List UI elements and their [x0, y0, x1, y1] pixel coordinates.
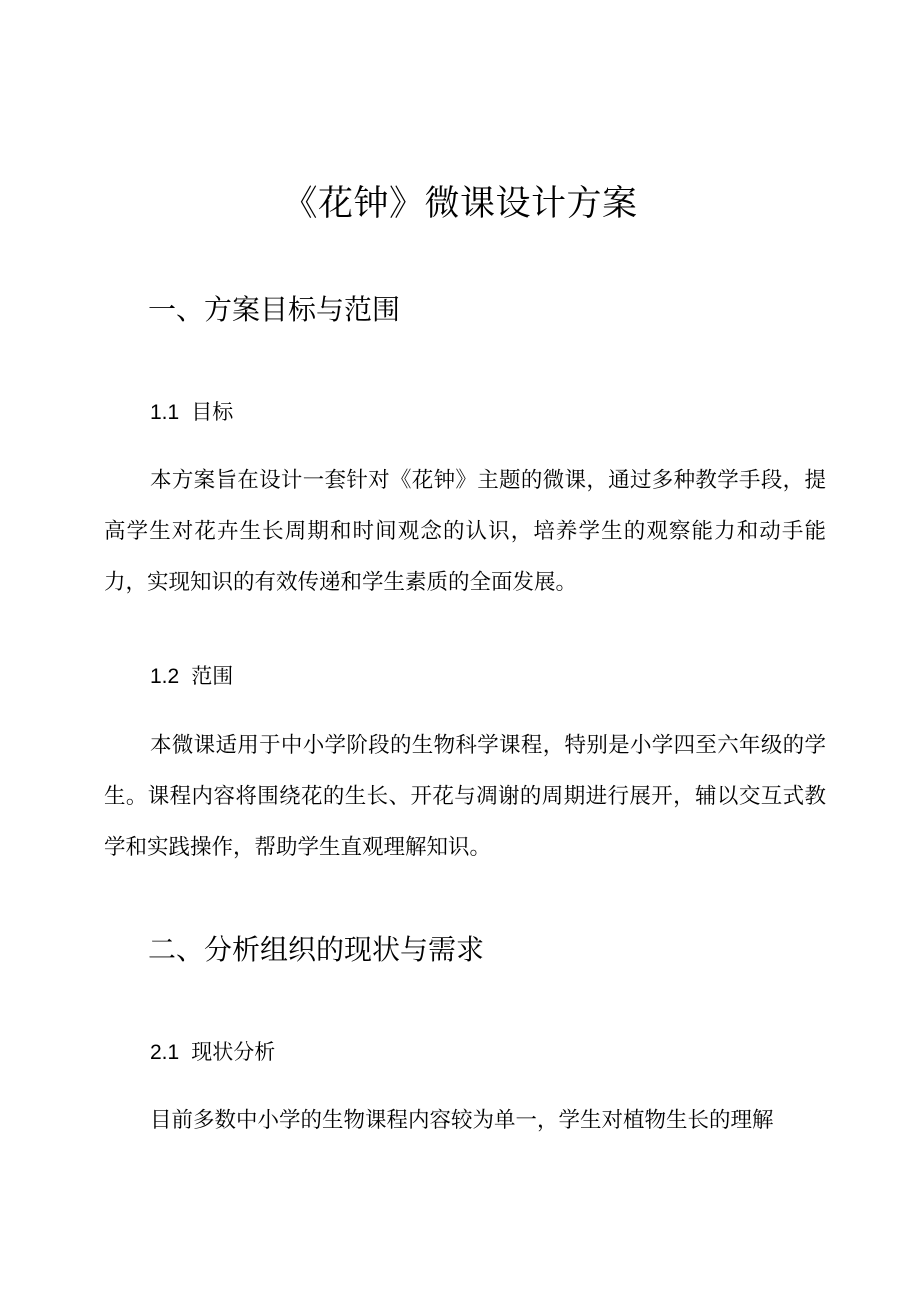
subsection-heading-1-1 [150, 396, 233, 429]
subsection-number: 1.1 [150, 401, 180, 424]
subsection-label: 目标 [191, 400, 234, 424]
subsection-label: 现状分析 [191, 1040, 276, 1064]
section-heading-2: 二、分析组织的现状与需求 [148, 933, 485, 966]
paragraph-goal: 本方案旨在设计一套针对《花钟》主题的微课，通过多种教学手段，提高学生对花卉生长周期和时间观念的认识，培养学生的观察能力和动手能力，实现知识的有效传递和学生素质的全面发展。 [104, 468, 826, 595]
subsection-label: 范围 [191, 664, 234, 688]
subsection-heading-2-1 [150, 1036, 275, 1069]
subsection-heading-1-2 [150, 660, 233, 693]
subsection-number: 2.1 [150, 1041, 180, 1064]
paragraph-scope: 本微课适用于中小学阶段的生物科学课程，特别是小学四至六年级的学生。课程内容将围绕花的生长、开花与凋谢的周期进行展开，辅以交互式教学和实践操作，帮助学生直观理解知识。 [104, 733, 826, 860]
document-title: 《花钟》微课设计方案 [282, 184, 638, 224]
subsection-number: 1.2 [150, 665, 180, 688]
section-heading-1: 一、方案目标与范围 [148, 293, 401, 326]
paragraph-status: 目前多数中小学的生物课程内容较为单一，学生对植物生长的理解 [150, 1108, 774, 1133]
